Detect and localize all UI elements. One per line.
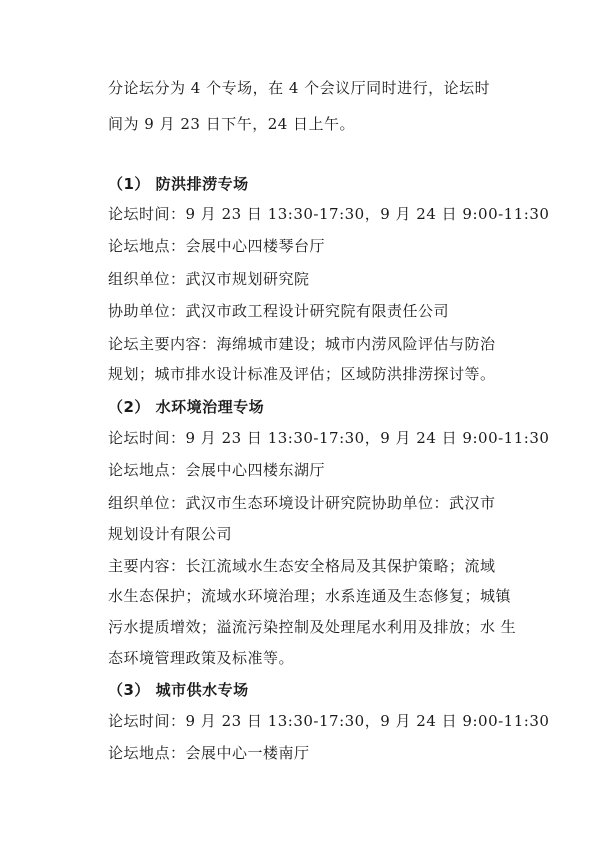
section-1-time: 论坛时间：9 月 23 日 13:30-17:30，9 月 24 日 9:00-11:30 <box>108 205 550 223</box>
section-2-organizer-line-2: 规划设计有限公司 <box>108 525 233 543</box>
section-1-content-line-1: 论坛主要内容：海绵城市建设；城市内涝风险评估与防治 <box>108 335 496 353</box>
section-2-organizer-line-1: 组织单位：武汉市生态环境设计研究院协助单位：武汉市 <box>108 494 496 512</box>
section-1-location: 论坛地点：会展中心四楼琴台厅 <box>108 237 326 255</box>
section-3-time: 论坛时间：9 月 23 日 13:30-17:30，9 月 24 日 9:00-11:30 <box>108 712 550 730</box>
intro-line-2: 间为 9 月 23 日下午，24 日上午。 <box>108 115 356 133</box>
section-1-content-line-2: 规划；城市排水设计标准及评估；区域防洪排涝探讨等。 <box>108 365 496 383</box>
section-1-co-organizer: 协助单位：武汉市政工程设计研究院有限责任公司 <box>108 302 450 320</box>
section-2-content-line-1: 主要内容：长江流域水生态安全格局及其保护策略；流域 <box>108 557 496 575</box>
section-2-content-line-3: 污水提质增效；溢流污染控制及处理尾水利用及排放；水 生 <box>108 618 517 636</box>
section-1-organizer: 组织单位：武汉市规划研究院 <box>108 270 310 288</box>
section-3-location: 论坛地点：会展中心一楼南厅 <box>108 744 310 762</box>
section-2-location: 论坛地点：会展中心四楼东湖厅 <box>108 461 326 479</box>
section-2-time: 论坛时间：9 月 23 日 13:30-17:30，9 月 24 日 9:00-11:30 <box>108 429 550 447</box>
section-2-content-line-2: 水生态保护；流域水环境治理；水系连通及生态修复；城镇 <box>108 587 512 605</box>
section-1-heading: （1） 防洪排涝专场 <box>108 175 249 193</box>
section-2-content-line-4: 态环境管理政策及标准等。 <box>108 649 295 667</box>
section-3-heading: （3） 城市供水专场 <box>108 681 249 699</box>
intro-line-1: 分论坛分为 4 个专场，在 4 个会议厅同时进行，论坛时 <box>108 79 491 97</box>
section-2-heading: （2） 水环境治理专场 <box>108 398 265 416</box>
